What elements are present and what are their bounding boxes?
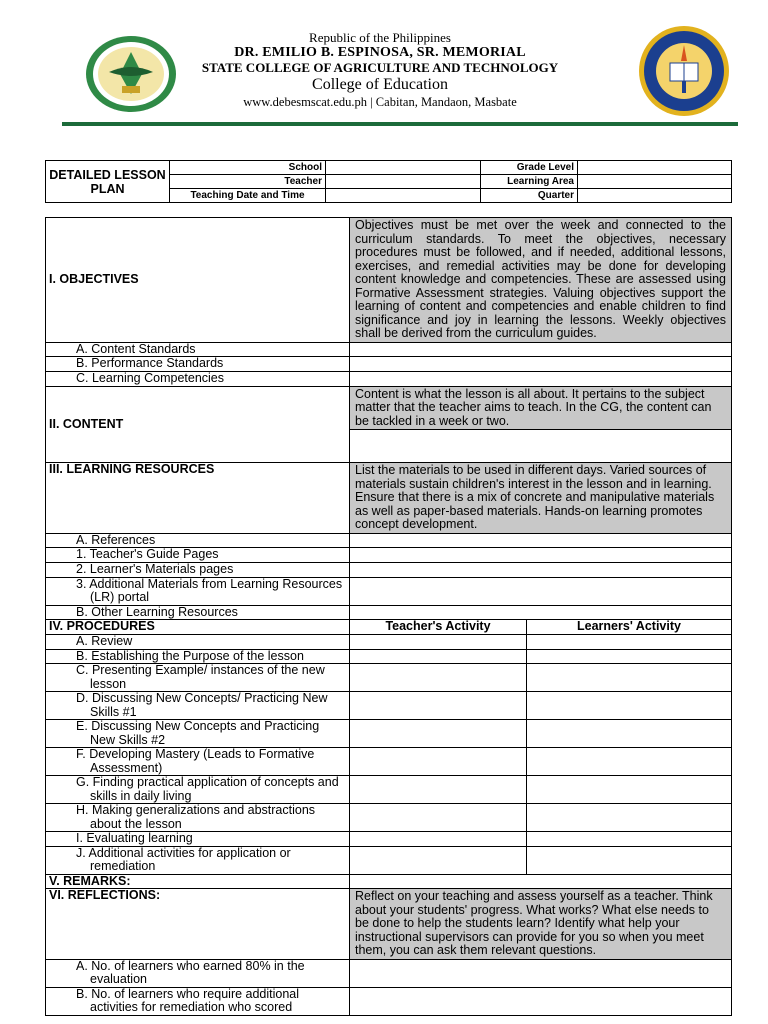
teachers-guide-label: 1. Teacher's Guide Pages (46, 548, 350, 563)
review-teacher-field[interactable] (350, 635, 527, 650)
purpose-learners-field[interactable] (527, 649, 732, 664)
additional-teacher-field[interactable] (350, 846, 527, 874)
performance-standards-field[interactable] (350, 357, 732, 372)
mastery-learners-field[interactable] (527, 748, 732, 776)
lesson-plan-title: DETAILED LESSON PLAN (46, 161, 170, 203)
references-label: A. References (46, 533, 350, 548)
quarter-field[interactable] (578, 189, 732, 203)
teacher-field[interactable] (326, 175, 481, 189)
learning-competencies-field[interactable] (350, 372, 732, 387)
earned-80-label: A. No. of learners who earned 80% in the evaluation (46, 959, 350, 987)
purpose-teacher-field[interactable] (350, 649, 527, 664)
review-learners-field[interactable] (527, 635, 732, 650)
reflections-heading: VI. REFLECTIONS: (46, 889, 350, 960)
mastery-label: F. Developing Mastery (Leads to Formative Assessment) (46, 748, 350, 776)
school-name-line-2: STATE COLLEGE OF AGRICULTURE AND TECHNOLOGY (201, 60, 559, 75)
teacher-label: Teacher (170, 175, 326, 189)
learning-resources-heading: III. LEARNING RESOURCES (46, 463, 350, 534)
date-time-field[interactable] (326, 189, 481, 203)
mastery-teacher-field[interactable] (350, 748, 527, 776)
content-note: Content is what the lesson is all about. It pertains to the subject matter that the teacher aims to teach. In the CG, the content can be tackled in a week or two. (350, 386, 732, 430)
learning-competencies-label: C. Learning Competencies (46, 372, 350, 387)
procedures-heading: IV. PROCEDURES (46, 620, 350, 635)
content-standards-field[interactable] (350, 342, 732, 357)
learners-materials-label: 2. Learner's Materials pages (46, 563, 350, 578)
date-time-label: Teaching Date and Time (170, 189, 326, 203)
presenting-learners-field[interactable] (527, 664, 732, 692)
objectives-heading: I. OBJECTIVES (46, 218, 350, 343)
lr-portal-field[interactable] (350, 577, 732, 605)
lr-portal-label: 3. Additional Materials from Learning Resources (LR) portal (46, 577, 350, 605)
evaluating-teacher-field[interactable] (350, 832, 527, 847)
application-learners-field[interactable] (527, 776, 732, 804)
college-name: College of Education (312, 76, 448, 93)
school-label: School (170, 161, 326, 175)
review-label: A. Review (46, 635, 350, 650)
generalizations-label: H. Making generalizations and abstractions about the lesson (46, 804, 350, 832)
lesson-plan-table (45, 217, 732, 1016)
application-label: G. Finding practical application of concepts and skills in daily living (46, 776, 350, 804)
content-field[interactable] (350, 430, 732, 463)
presenting-label: C. Presenting Example/ instances of the new lesson (46, 664, 350, 692)
learning-area-label: Learning Area (481, 175, 578, 189)
school-field[interactable] (326, 161, 481, 175)
remarks-field[interactable] (350, 874, 732, 889)
republic-line: Republic of the Philippines (309, 30, 451, 45)
grade-level-label: Grade Level (481, 161, 578, 175)
college-of-education-seal-icon (638, 25, 730, 117)
reflections-note: Reflect on your teaching and assess yourself as a teacher. Think about your students' progress. What works? What else needs to be done to help the students learn? Identify what help your instructional supervisors can provide for you so when you meet them, you can ask them relevant questions. (350, 889, 732, 960)
website-address: www.debesmscat.edu.ph | Cabitan, Mandaon, Masbate (243, 95, 517, 109)
lesson-info-table (45, 160, 732, 203)
generalizations-learners-field[interactable] (527, 804, 732, 832)
additional-activities-label: J. Additional activities for application or remediation (46, 846, 350, 874)
letterhead-text (150, 30, 610, 110)
discussing-1-label: D. Discussing New Concepts/ Practicing New Skills #1 (46, 692, 350, 720)
evaluating-label: I. Evaluating learning (46, 832, 350, 847)
presenting-teacher-field[interactable] (350, 664, 527, 692)
performance-standards-label: B. Performance Standards (46, 357, 350, 372)
application-teacher-field[interactable] (350, 776, 527, 804)
school-name-line: DR. EMILIO B. ESPINOSA, SR. MEMORIAL (234, 45, 526, 60)
teachers-guide-field[interactable] (350, 548, 732, 563)
purpose-label: B. Establishing the Purpose of the lesson (46, 649, 350, 664)
discussing-2-teacher-field[interactable] (350, 720, 527, 748)
references-field[interactable] (350, 533, 732, 548)
discussing-2-learners-field[interactable] (527, 720, 732, 748)
quarter-label: Quarter (481, 189, 578, 203)
earned-80-field[interactable] (350, 959, 732, 987)
content-standards-label: A. Content Standards (46, 342, 350, 357)
learners-materials-field[interactable] (350, 563, 732, 578)
remediation-label: B. No. of learners who require additional activities for remediation who scored (46, 987, 350, 1015)
other-resources-field[interactable] (350, 605, 732, 620)
teachers-activity-header: Teacher's Activity (350, 620, 527, 635)
evaluating-learners-field[interactable] (527, 832, 732, 847)
remarks-heading: V. REMARKS: (46, 874, 350, 889)
grade-level-field[interactable] (578, 161, 732, 175)
learners-activity-header: Learners' Activity (527, 620, 732, 635)
content-heading: II. CONTENT (46, 386, 350, 463)
additional-learners-field[interactable] (527, 846, 732, 874)
discussing-1-teacher-field[interactable] (350, 692, 527, 720)
letterhead (0, 0, 768, 130)
remediation-field[interactable] (350, 987, 732, 1015)
discussing-2-label: E. Discussing New Concepts and Practicing New Skills #2 (46, 720, 350, 748)
objectives-note: Objectives must be met over the week and connected to the curriculum standards. To meet the objectives, necessary procedures must be followed, and if needed, additional lessons, exercises, and remedial activities may be done for developing content knowledge and competencies. These are assessed using Formative Assessment strategies. Valuing objectives support the learning of content and competencies and enable children to find significance and joy in learning the lessons. Weekly objectives shall be derived from the curriculum guides. (350, 218, 732, 343)
generalizations-teacher-field[interactable] (350, 804, 527, 832)
other-resources-label: B. Other Learning Resources (46, 605, 350, 620)
learning-area-field[interactable] (578, 175, 732, 189)
learning-resources-note: List the materials to be used in different days. Varied sources of materials sustain children's interest in the lesson and in learning. Ensure that there is a mix of concrete and manipulative materials as well as paper-based materials. Hands-on learning promotes concept development. (350, 463, 732, 534)
header-divider (62, 122, 738, 126)
discussing-1-learners-field[interactable] (527, 692, 732, 720)
